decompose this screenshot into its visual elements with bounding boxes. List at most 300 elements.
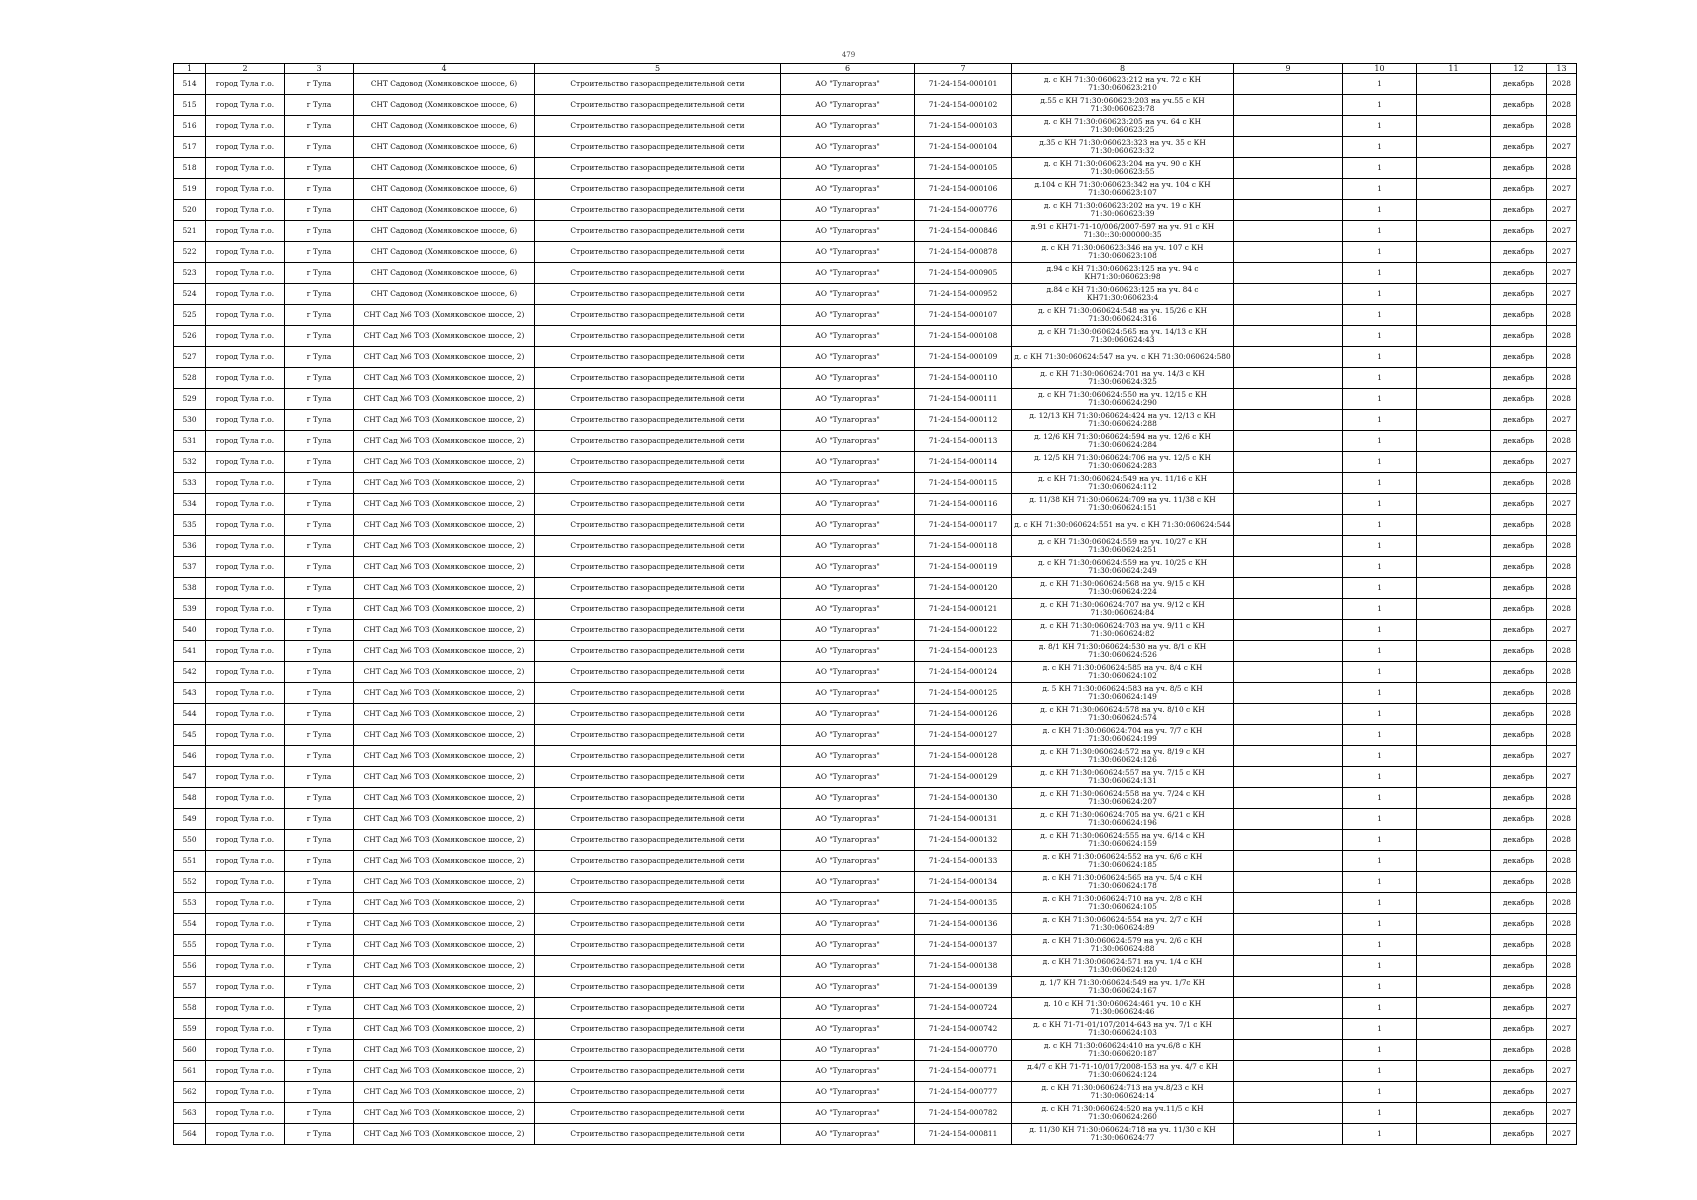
address-cell: д. с КН 71:30:060624:703 на уч. 9/11 с КН 71:30:060624:82: [1012, 620, 1234, 641]
empty-cell-11: [1417, 1103, 1491, 1124]
snt-cell: СНТ Сад №6 ТОЗ (Хомяковское шоссе, 2): [354, 914, 535, 935]
row-number-cell: 556: [174, 956, 206, 977]
empty-cell-11: [1417, 494, 1491, 515]
empty-cell-9: [1234, 599, 1343, 620]
year-cell: 2028: [1547, 599, 1577, 620]
address-cell: д. с КН 71:30:060624:550 на уч. 12/15 с КН 71:30:060624:290: [1012, 389, 1234, 410]
address-cell: д. с КН 71:30:060624:585 на уч. 8/4 с КН 71:30:060624:102: [1012, 662, 1234, 683]
organization-cell: АО "Тулагоргаз": [781, 1082, 915, 1103]
row-number-cell: 518: [174, 158, 206, 179]
month-cell: декабрь: [1491, 998, 1547, 1019]
empty-cell-9: [1234, 389, 1343, 410]
snt-cell: СНТ Сад №6 ТОЗ (Хомяковское шоссе, 2): [354, 515, 535, 536]
month-cell: декабрь: [1491, 1082, 1547, 1103]
month-cell: декабрь: [1491, 1124, 1547, 1145]
address-cell: д. с КН 71:30:060624:559 на уч. 10/27 с КН 71:30:060624:251: [1012, 536, 1234, 557]
organization-cell: АО "Тулагоргаз": [781, 914, 915, 935]
row-number-cell: 542: [174, 662, 206, 683]
row-number-cell: 564: [174, 1124, 206, 1145]
locality-cell: г Тула: [285, 116, 354, 137]
district-cell: город Тула г.о.: [206, 74, 285, 95]
locality-cell: г Тула: [285, 641, 354, 662]
snt-cell: СНТ Сад №6 ТОЗ (Хомяковское шоссе, 2): [354, 641, 535, 662]
district-cell: город Тула г.о.: [206, 893, 285, 914]
code-cell: 71-24-154-000120: [915, 578, 1012, 599]
quantity-cell: 1: [1343, 683, 1417, 704]
empty-cell-11: [1417, 641, 1491, 662]
organization-cell: АО "Тулагоргаз": [781, 767, 915, 788]
row-number-cell: 546: [174, 746, 206, 767]
quantity-cell: 1: [1343, 95, 1417, 116]
table-row: [174, 347, 1577, 368]
quantity-cell: 1: [1343, 935, 1417, 956]
quantity-cell: 1: [1343, 158, 1417, 179]
quantity-cell: 1: [1343, 620, 1417, 641]
row-number-cell: 536: [174, 536, 206, 557]
district-cell: город Тула г.о.: [206, 242, 285, 263]
table-row: [174, 473, 1577, 494]
empty-cell-11: [1417, 473, 1491, 494]
month-cell: декабрь: [1491, 809, 1547, 830]
month-cell: декабрь: [1491, 179, 1547, 200]
table-row: [174, 1103, 1577, 1124]
address-cell: д. с КН 71-71-01/107/2014-643 на уч. 7/1 с КН 71:30:060624:103: [1012, 1019, 1234, 1040]
snt-cell: СНТ Сад №6 ТОЗ (Хомяковское шоссе, 2): [354, 977, 535, 998]
district-cell: город Тула г.о.: [206, 956, 285, 977]
snt-cell: СНТ Садовод (Хомяковское шоссе, 6): [354, 74, 535, 95]
empty-cell-9: [1234, 914, 1343, 935]
row-number-cell: 531: [174, 431, 206, 452]
month-cell: декабрь: [1491, 893, 1547, 914]
empty-cell-11: [1417, 536, 1491, 557]
empty-cell-9: [1234, 473, 1343, 494]
empty-cell-11: [1417, 662, 1491, 683]
address-cell: д.94 с КН 71:30:060623:125 на уч. 94 с КН71:30:060623:98: [1012, 263, 1234, 284]
work-type-cell: Строительство газораспределительной сети: [535, 326, 781, 347]
year-cell: 2028: [1547, 158, 1577, 179]
quantity-cell: 1: [1343, 452, 1417, 473]
code-cell: 71-24-154-000109: [915, 347, 1012, 368]
empty-cell-9: [1234, 515, 1343, 536]
snt-cell: СНТ Сад №6 ТОЗ (Хомяковское шоссе, 2): [354, 599, 535, 620]
row-number-cell: 530: [174, 410, 206, 431]
code-cell: 71-24-154-000106: [915, 179, 1012, 200]
empty-cell-11: [1417, 389, 1491, 410]
quantity-cell: 1: [1343, 578, 1417, 599]
year-cell: 2027: [1547, 221, 1577, 242]
work-type-cell: Строительство газораспределительной сети: [535, 1082, 781, 1103]
address-cell: д. с КН 71:30:060624:551 на уч. с КН 71:30:060624:544: [1012, 515, 1234, 536]
address-cell: д. с КН 71:30:060623:205 на уч. 64 с КН 71:30:060623:25: [1012, 116, 1234, 137]
snt-cell: СНТ Сад №6 ТОЗ (Хомяковское шоссе, 2): [354, 767, 535, 788]
row-number-cell: 516: [174, 116, 206, 137]
code-cell: 71-24-154-000127: [915, 725, 1012, 746]
empty-cell-9: [1234, 452, 1343, 473]
work-type-cell: Строительство газораспределительной сети: [535, 1061, 781, 1082]
empty-cell-11: [1417, 515, 1491, 536]
year-cell: 2028: [1547, 956, 1577, 977]
work-type-cell: Строительство газораспределительной сети: [535, 1040, 781, 1061]
table-row: [174, 599, 1577, 620]
organization-cell: АО "Тулагоргаз": [781, 74, 915, 95]
locality-cell: г Тула: [285, 158, 354, 179]
table-row: [174, 368, 1577, 389]
row-number-cell: 526: [174, 326, 206, 347]
snt-cell: СНТ Сад №6 ТОЗ (Хомяковское шоссе, 2): [354, 1124, 535, 1145]
table-row: [174, 116, 1577, 137]
row-number-cell: 552: [174, 872, 206, 893]
month-cell: декабрь: [1491, 599, 1547, 620]
address-cell: д. 12/13 КН 71:30:060624:424 на уч. 12/13 с КН 71:30:060624:288: [1012, 410, 1234, 431]
code-cell: 71-24-154-000724: [915, 998, 1012, 1019]
locality-cell: г Тула: [285, 410, 354, 431]
work-type-cell: Строительство газораспределительной сети: [535, 578, 781, 599]
row-number-cell: 557: [174, 977, 206, 998]
row-number-cell: 540: [174, 620, 206, 641]
table-row: [174, 284, 1577, 305]
snt-cell: СНТ Сад №6 ТОЗ (Хомяковское шоссе, 2): [354, 851, 535, 872]
quantity-cell: 1: [1343, 662, 1417, 683]
locality-cell: г Тула: [285, 200, 354, 221]
month-cell: декабрь: [1491, 1040, 1547, 1061]
work-type-cell: Строительство газораспределительной сети: [535, 473, 781, 494]
organization-cell: АО "Тулагоргаз": [781, 179, 915, 200]
address-cell: д.4/7 с КН 71-71-10/017/2008-153 на уч. 4/7 с КН 71:30:060624:124: [1012, 1061, 1234, 1082]
locality-cell: г Тула: [285, 620, 354, 641]
snt-cell: СНТ Садовод (Хомяковское шоссе, 6): [354, 263, 535, 284]
organization-cell: АО "Тулагоргаз": [781, 1061, 915, 1082]
district-cell: город Тула г.о.: [206, 1040, 285, 1061]
address-cell: д. с КН 71:30:060624:705 на уч. 6/21 с КН 71:30:060624:196: [1012, 809, 1234, 830]
month-cell: декабрь: [1491, 1061, 1547, 1082]
empty-cell-11: [1417, 158, 1491, 179]
month-cell: декабрь: [1491, 872, 1547, 893]
month-cell: декабрь: [1491, 389, 1547, 410]
row-number-cell: 520: [174, 200, 206, 221]
work-type-cell: Строительство газораспределительной сети: [535, 452, 781, 473]
organization-cell: АО "Тулагоргаз": [781, 557, 915, 578]
quantity-cell: 1: [1343, 998, 1417, 1019]
code-cell: 71-24-154-000771: [915, 1061, 1012, 1082]
organization-cell: АО "Тулагоргаз": [781, 95, 915, 116]
code-cell: 71-24-154-000131: [915, 809, 1012, 830]
address-cell: д. с КН 71:30:060624:555 на уч. 6/14 с КН 71:30:060624:159: [1012, 830, 1234, 851]
organization-cell: АО "Тулагоргаз": [781, 515, 915, 536]
month-cell: декабрь: [1491, 578, 1547, 599]
table-row: [174, 263, 1577, 284]
organization-cell: АО "Тулагоргаз": [781, 221, 915, 242]
code-cell: 71-24-154-000113: [915, 431, 1012, 452]
locality-cell: г Тула: [285, 767, 354, 788]
year-cell: 2028: [1547, 788, 1577, 809]
address-cell: д. 5 КН 71:30:060624:583 на уч. 8/5 с КН 71:30:060624:149: [1012, 683, 1234, 704]
empty-cell-11: [1417, 872, 1491, 893]
quantity-cell: 1: [1343, 368, 1417, 389]
district-cell: город Тула г.о.: [206, 326, 285, 347]
quantity-cell: 1: [1343, 200, 1417, 221]
work-type-cell: Строительство газораспределительной сети: [535, 977, 781, 998]
work-type-cell: Строительство газораспределительной сети: [535, 221, 781, 242]
locality-cell: г Тула: [285, 515, 354, 536]
organization-cell: АО "Тулагоргаз": [781, 998, 915, 1019]
year-cell: 2027: [1547, 620, 1577, 641]
work-type-cell: Строительство газораспределительной сети: [535, 725, 781, 746]
table-row: [174, 851, 1577, 872]
quantity-cell: 1: [1343, 704, 1417, 725]
organization-cell: АО "Тулагоргаз": [781, 1124, 915, 1145]
row-number-cell: 534: [174, 494, 206, 515]
work-type-cell: Строительство газораспределительной сети: [535, 704, 781, 725]
locality-cell: г Тула: [285, 305, 354, 326]
quantity-cell: 1: [1343, 956, 1417, 977]
locality-cell: г Тула: [285, 578, 354, 599]
table-row: [174, 1061, 1577, 1082]
organization-cell: АО "Тулагоргаз": [781, 956, 915, 977]
district-cell: город Тула г.о.: [206, 746, 285, 767]
year-cell: 2027: [1547, 767, 1577, 788]
code-cell: 71-24-154-000130: [915, 788, 1012, 809]
snt-cell: СНТ Сад №6 ТОЗ (Хомяковское шоссе, 2): [354, 1040, 535, 1061]
row-number-cell: 549: [174, 809, 206, 830]
district-cell: город Тула г.о.: [206, 158, 285, 179]
code-cell: 71-24-154-000952: [915, 284, 1012, 305]
row-number-cell: 543: [174, 683, 206, 704]
code-cell: 71-24-154-000846: [915, 221, 1012, 242]
row-number-cell: 558: [174, 998, 206, 1019]
empty-cell-9: [1234, 809, 1343, 830]
empty-cell-9: [1234, 326, 1343, 347]
quantity-cell: 1: [1343, 536, 1417, 557]
locality-cell: г Тула: [285, 431, 354, 452]
district-cell: город Тула г.о.: [206, 179, 285, 200]
address-cell: д. с КН 71:30:060624:548 на уч. 15/26 с КН 71:30:060624:316: [1012, 305, 1234, 326]
address-cell: д. с КН 71:30:060623:202 на уч. 19 с КН 71:30:060623:39: [1012, 200, 1234, 221]
year-cell: 2028: [1547, 914, 1577, 935]
locality-cell: г Тула: [285, 788, 354, 809]
year-cell: 2027: [1547, 452, 1577, 473]
address-cell: д. с КН 71:30:060624:558 на уч. 7/24 с КН 71:30:060624:207: [1012, 788, 1234, 809]
code-cell: 71-24-154-000135: [915, 893, 1012, 914]
empty-cell-11: [1417, 788, 1491, 809]
year-cell: 2028: [1547, 641, 1577, 662]
work-type-cell: Строительство газораспределительной сети: [535, 767, 781, 788]
empty-cell-9: [1234, 620, 1343, 641]
empty-cell-9: [1234, 578, 1343, 599]
empty-cell-9: [1234, 536, 1343, 557]
quantity-cell: 1: [1343, 599, 1417, 620]
snt-cell: СНТ Сад №6 ТОЗ (Хомяковское шоссе, 2): [354, 872, 535, 893]
empty-cell-9: [1234, 200, 1343, 221]
address-cell: д.35 с КН 71:30:060623:323 на уч. 35 с КН 71:30:060623:32: [1012, 137, 1234, 158]
district-cell: город Тула г.о.: [206, 305, 285, 326]
year-cell: 2028: [1547, 431, 1577, 452]
table-row: [174, 452, 1577, 473]
empty-cell-11: [1417, 137, 1491, 158]
column-header: 10: [1343, 64, 1417, 74]
work-type-cell: Строительство газораспределительной сети: [535, 263, 781, 284]
table-row: [174, 410, 1577, 431]
snt-cell: СНТ Садовод (Хомяковское шоссе, 6): [354, 137, 535, 158]
year-cell: 2028: [1547, 851, 1577, 872]
table-row: [174, 389, 1577, 410]
table-row: [174, 221, 1577, 242]
code-cell: 71-24-154-000118: [915, 536, 1012, 557]
locality-cell: г Тула: [285, 494, 354, 515]
month-cell: декабрь: [1491, 410, 1547, 431]
locality-cell: г Тула: [285, 347, 354, 368]
locality-cell: г Тула: [285, 725, 354, 746]
code-cell: 71-24-154-000110: [915, 368, 1012, 389]
row-number-cell: 545: [174, 725, 206, 746]
locality-cell: г Тула: [285, 389, 354, 410]
empty-cell-11: [1417, 431, 1491, 452]
code-cell: 71-24-154-000132: [915, 830, 1012, 851]
month-cell: декабрь: [1491, 725, 1547, 746]
year-cell: 2028: [1547, 473, 1577, 494]
code-cell: 71-24-154-000139: [915, 977, 1012, 998]
row-number-cell: 514: [174, 74, 206, 95]
empty-cell-9: [1234, 557, 1343, 578]
code-cell: 71-24-154-000128: [915, 746, 1012, 767]
district-cell: город Тула г.о.: [206, 221, 285, 242]
district-cell: город Тула г.о.: [206, 473, 285, 494]
address-cell: д. 10 с КН 71:30:060624:461 уч. 10 с КН 71:30:060624:46: [1012, 998, 1234, 1019]
code-cell: 71-24-154-000878: [915, 242, 1012, 263]
code-cell: 71-24-154-000123: [915, 641, 1012, 662]
column-header: 11: [1417, 64, 1491, 74]
table-row: [174, 1040, 1577, 1061]
work-type-cell: Строительство газораспределительной сети: [535, 998, 781, 1019]
table-row: [174, 326, 1577, 347]
code-cell: 71-24-154-000777: [915, 1082, 1012, 1103]
work-type-cell: Строительство газораспределительной сети: [535, 158, 781, 179]
organization-cell: АО "Тулагоргаз": [781, 494, 915, 515]
work-type-cell: Строительство газораспределительной сети: [535, 809, 781, 830]
empty-cell-9: [1234, 1040, 1343, 1061]
locality-cell: г Тула: [285, 1040, 354, 1061]
table-row: [174, 935, 1577, 956]
empty-cell-9: [1234, 1124, 1343, 1145]
table-row: [174, 1082, 1577, 1103]
empty-cell-11: [1417, 851, 1491, 872]
month-cell: декабрь: [1491, 557, 1547, 578]
address-cell: д. с КН 71:30:060624:710 на уч. 2/8 с КН 71:30:060624:105: [1012, 893, 1234, 914]
row-number-cell: 539: [174, 599, 206, 620]
organization-cell: АО "Тулагоргаз": [781, 158, 915, 179]
month-cell: декабрь: [1491, 683, 1547, 704]
locality-cell: г Тула: [285, 872, 354, 893]
empty-cell-11: [1417, 74, 1491, 95]
empty-cell-9: [1234, 305, 1343, 326]
quantity-cell: 1: [1343, 494, 1417, 515]
locality-cell: г Тула: [285, 452, 354, 473]
work-type-cell: Строительство газораспределительной сети: [535, 683, 781, 704]
snt-cell: СНТ Сад №6 ТОЗ (Хомяковское шоссе, 2): [354, 347, 535, 368]
organization-cell: АО "Тулагоргаз": [781, 389, 915, 410]
empty-cell-9: [1234, 872, 1343, 893]
work-type-cell: Строительство газораспределительной сети: [535, 347, 781, 368]
locality-cell: г Тула: [285, 599, 354, 620]
district-cell: город Тула г.о.: [206, 914, 285, 935]
empty-cell-9: [1234, 116, 1343, 137]
organization-cell: АО "Тулагоргаз": [781, 1019, 915, 1040]
snt-cell: СНТ Сад №6 ТОЗ (Хомяковское шоссе, 2): [354, 620, 535, 641]
locality-cell: г Тула: [285, 1124, 354, 1145]
month-cell: декабрь: [1491, 368, 1547, 389]
empty-cell-11: [1417, 914, 1491, 935]
organization-cell: АО "Тулагоргаз": [781, 830, 915, 851]
month-cell: декабрь: [1491, 200, 1547, 221]
address-cell: д.104 с КН 71:30:060623:342 на уч. 104 с КН 71:30:060623:107: [1012, 179, 1234, 200]
empty-cell-11: [1417, 767, 1491, 788]
row-number-cell: 550: [174, 830, 206, 851]
year-cell: 2028: [1547, 977, 1577, 998]
empty-cell-9: [1234, 1103, 1343, 1124]
snt-cell: СНТ Сад №6 ТОЗ (Хомяковское шоссе, 2): [354, 830, 535, 851]
month-cell: декабрь: [1491, 74, 1547, 95]
empty-cell-9: [1234, 830, 1343, 851]
year-cell: 2028: [1547, 893, 1577, 914]
empty-cell-9: [1234, 431, 1343, 452]
year-cell: 2027: [1547, 200, 1577, 221]
work-type-cell: Строительство газораспределительной сети: [535, 431, 781, 452]
quantity-cell: 1: [1343, 1019, 1417, 1040]
code-cell: 71-24-154-000122: [915, 620, 1012, 641]
month-cell: декабрь: [1491, 704, 1547, 725]
organization-cell: АО "Тулагоргаз": [781, 704, 915, 725]
table-row: [174, 305, 1577, 326]
work-type-cell: Строительство газораспределительной сети: [535, 893, 781, 914]
code-cell: 71-24-154-000102: [915, 95, 1012, 116]
year-cell: 2028: [1547, 95, 1577, 116]
address-cell: д. 1/7 КН 71:30:060624:549 на уч. 1/7с КН 71:30:060624:167: [1012, 977, 1234, 998]
snt-cell: СНТ Сад №6 ТОЗ (Хомяковское шоссе, 2): [354, 1061, 535, 1082]
empty-cell-11: [1417, 1019, 1491, 1040]
organization-cell: АО "Тулагоргаз": [781, 284, 915, 305]
empty-cell-11: [1417, 410, 1491, 431]
row-number-cell: 538: [174, 578, 206, 599]
address-cell: д. с КН 71:30:060623:346 на уч. 107 с КН 71:30:060623:108: [1012, 242, 1234, 263]
empty-cell-11: [1417, 242, 1491, 263]
snt-cell: СНТ Сад №6 ТОЗ (Хомяковское шоссе, 2): [354, 704, 535, 725]
month-cell: декабрь: [1491, 137, 1547, 158]
district-cell: город Тула г.о.: [206, 284, 285, 305]
table-header: [174, 64, 1577, 74]
work-type-cell: Строительство газораспределительной сети: [535, 368, 781, 389]
empty-cell-11: [1417, 347, 1491, 368]
district-cell: город Тула г.о.: [206, 431, 285, 452]
work-type-cell: Строительство газораспределительной сети: [535, 914, 781, 935]
code-cell: 71-24-154-000770: [915, 1040, 1012, 1061]
locality-cell: г Тула: [285, 830, 354, 851]
organization-cell: АО "Тулагоргаз": [781, 851, 915, 872]
quantity-cell: 1: [1343, 830, 1417, 851]
organization-cell: АО "Тулагоргаз": [781, 1040, 915, 1061]
snt-cell: СНТ Сад №6 ТОЗ (Хомяковское шоссе, 2): [354, 473, 535, 494]
quantity-cell: 1: [1343, 1061, 1417, 1082]
month-cell: декабрь: [1491, 515, 1547, 536]
work-type-cell: Строительство газораспределительной сети: [535, 179, 781, 200]
row-number-cell: 560: [174, 1040, 206, 1061]
row-number-cell: 537: [174, 557, 206, 578]
empty-cell-11: [1417, 179, 1491, 200]
district-cell: город Тула г.о.: [206, 1082, 285, 1103]
empty-cell-9: [1234, 893, 1343, 914]
district-cell: город Тула г.о.: [206, 1103, 285, 1124]
row-number-cell: 522: [174, 242, 206, 263]
district-cell: город Тула г.о.: [206, 200, 285, 221]
row-number-cell: 529: [174, 389, 206, 410]
